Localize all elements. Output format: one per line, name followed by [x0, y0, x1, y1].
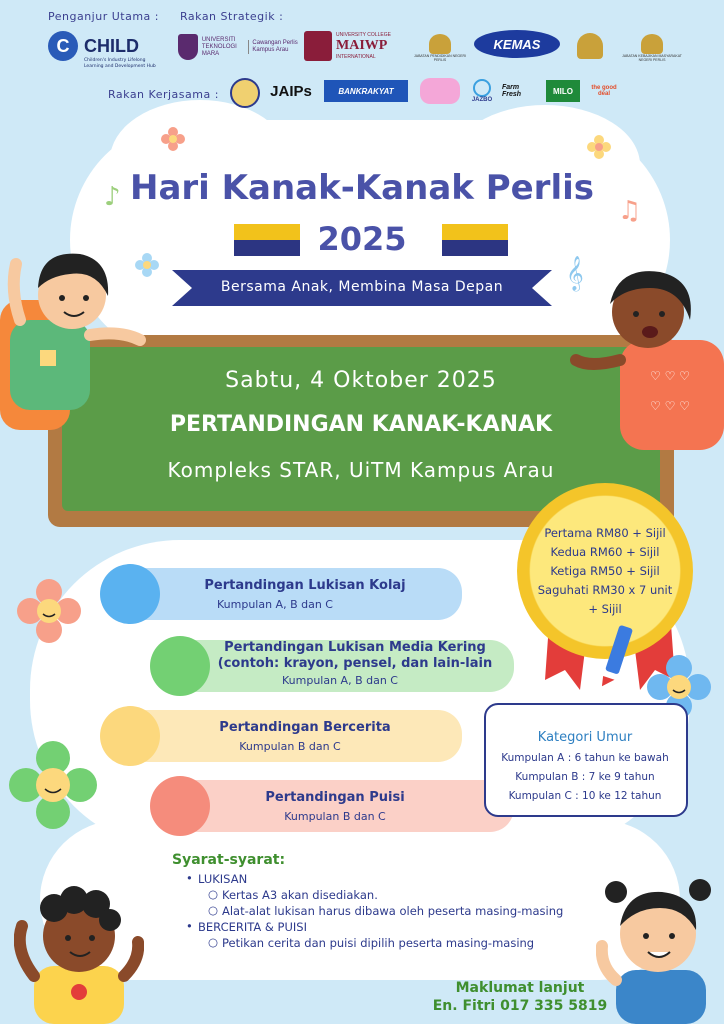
farmfresh-text: Farm Fresh	[502, 84, 522, 98]
music-note-icon: ♪	[104, 182, 121, 212]
prize-third: Ketiga RM50 + Sijil	[550, 564, 660, 578]
maiwp-logo	[304, 28, 400, 64]
competition-card-1	[120, 568, 462, 620]
competition-group-4: Kumpulan B dan C	[284, 810, 386, 823]
competition-dot-1	[100, 564, 160, 624]
flower-icon	[586, 134, 612, 160]
child-logo-text: CHILD	[84, 35, 139, 56]
jkm-logo	[620, 28, 684, 68]
bankrakyat-logo	[324, 80, 408, 102]
maiwp-text-block	[336, 32, 391, 60]
event-venue: Kompleks STAR, UiTM Kampus Arau	[167, 458, 555, 482]
slogan: Bersama Anak, Membina Masa Depan	[220, 279, 504, 295]
kategori-c: Kumpulan C : 10 ke 12 tahun	[508, 790, 662, 802]
jaips-logo: JAIPs	[270, 82, 312, 100]
jazbo-logo	[468, 76, 496, 106]
girl-illustration	[570, 260, 724, 460]
maiwp-crest-icon	[304, 31, 332, 61]
competition-card-3	[120, 710, 462, 762]
syarat-lukisan: LUKISAN	[198, 872, 248, 886]
maiwp-name: MAIWP	[336, 38, 388, 53]
contact-label: Maklumat lanjut	[455, 980, 585, 996]
treble-clef-icon: 𝄞	[566, 256, 584, 291]
smiling-flower-icon	[16, 578, 82, 644]
competition-title-4: Pertandingan Puisi	[265, 790, 405, 805]
syarat-lukisan-2: Alat-alat lukisan harus dibawa oleh peserta masing-masing	[222, 904, 564, 918]
bankrakyat-text: BANKRAKYAT	[338, 86, 394, 96]
competition-card-4	[170, 780, 514, 832]
rakan-kerjasama-label: Rakan Kerjasama :	[108, 88, 219, 101]
kategori-a: Kumpulan A : 6 tahun ke bawah	[501, 752, 669, 764]
farmfresh-logo	[502, 78, 538, 104]
flower-icon	[160, 126, 186, 152]
syarat-bercerita: BERCERITA & PUISI	[198, 920, 307, 934]
jpn-crest-icon	[429, 34, 451, 54]
kategori-title: Kategori Umur	[537, 730, 633, 745]
crest-icon	[577, 33, 603, 59]
contact-person: En. Fitri 017 335 5819	[432, 998, 608, 1014]
child-logo-subtext: Children's Industry Lifelong Learning and Development Hub	[84, 58, 156, 69]
competition-group-1: Kumpulan A, B dan C	[216, 598, 333, 611]
prize-consolation-2: + Sijil	[588, 602, 622, 616]
syarat-bercerita-1: Petikan cerita dan puisi dipilih peserta masing-masing	[222, 936, 535, 950]
svg-text:♡ ♡ ♡: ♡ ♡ ♡	[650, 369, 690, 383]
uitm-campus: Cawangan Perlis Kampus Arau	[248, 40, 298, 54]
competition-title-2: Pertandingan Lukisan Media Kering	[224, 640, 486, 655]
boy-apple-illustration	[14, 880, 144, 1024]
child-c-icon: C	[48, 31, 78, 61]
boy-illustration	[0, 240, 150, 440]
event-name: PERTANDINGAN KANAK-KANAK	[169, 412, 553, 437]
syarat-subbullet: ○	[208, 935, 219, 949]
music-note-icon: ♫	[618, 196, 642, 226]
gooddeal-text: the good deal	[591, 85, 617, 97]
prize-first: Pertama RM80 + Sijil	[544, 526, 666, 540]
event-year: 2025	[317, 220, 407, 258]
penganjur-label: Penganjur Utama :	[48, 10, 159, 23]
milo-text: MILO	[553, 86, 573, 96]
maiwp-bottom: INTERNATIONAL	[336, 54, 376, 60]
competition-title-3: Pertandingan Bercerita	[219, 720, 391, 735]
gooddeal-logo	[588, 78, 620, 104]
competition-dot-4	[150, 776, 210, 836]
jpn-logo	[410, 28, 470, 68]
uitm-crest-icon	[178, 34, 198, 60]
prize-consolation: Saguhati RM30 x 7 unit	[537, 583, 673, 597]
jazbo-icon	[473, 79, 491, 97]
prize-second: Kedua RM60 + Sijil	[550, 545, 660, 559]
syarat-bullet-lukisan: •	[186, 871, 193, 885]
syarat-subbullet: ○	[208, 887, 219, 901]
jpn-text: JABATAN PENDIDIKAN NEGERI PERLIS	[414, 54, 466, 62]
rakan-strategik-label: Rakan Strategik :	[180, 10, 284, 23]
syarat-title: Syarat-syarat:	[172, 852, 286, 868]
svg-text:♡ ♡ ♡: ♡ ♡ ♡	[650, 399, 690, 413]
event-date: Sabtu, 4 Oktober 2025	[225, 368, 497, 393]
competition-group-2: Kumpulan A, B dan C	[281, 674, 398, 687]
cartoon-logo	[420, 78, 460, 104]
competition-dot-3	[100, 706, 160, 766]
uitm-name: UNIVERSITI TEKNOLOGI MARA	[201, 36, 237, 57]
jkm-text: JABATAN KEBAJIKAN MASYARAKAT NEGERI PERLIS	[622, 54, 682, 62]
round-crest-logo	[230, 78, 260, 108]
jkm-crest-icon	[641, 34, 663, 54]
event-title: Hari Kanak-Kanak Perlis	[130, 168, 594, 208]
uitm-logo	[178, 30, 298, 64]
syarat-subbullet: ○	[208, 903, 219, 917]
crayon-icon	[600, 620, 640, 690]
syarat-lukisan-1: Kertas A3 akan disediakan.	[222, 888, 378, 902]
kemas-logo	[474, 30, 560, 58]
smiling-flower-icon	[8, 740, 98, 830]
milo-logo	[546, 80, 580, 102]
competition-title-2b: (contoh: krayon, pensel, dan lain-lain	[217, 656, 493, 671]
sponsor-crest-logo	[568, 28, 612, 64]
syarat-bullet-bercerita: •	[186, 919, 193, 933]
competition-title-1: Pertandingan Lukisan Kolaj	[204, 578, 406, 593]
jazbo-text: JAZBO	[471, 97, 493, 103]
maiwp-top: UNIVERSITY COLLEGE	[336, 32, 391, 38]
competition-group-3: Kumpulan B dan C	[239, 740, 341, 753]
kategori-b: Kumpulan B : 7 ke 9 tahun	[515, 771, 655, 783]
kemas-text: KEMAS	[493, 36, 541, 52]
